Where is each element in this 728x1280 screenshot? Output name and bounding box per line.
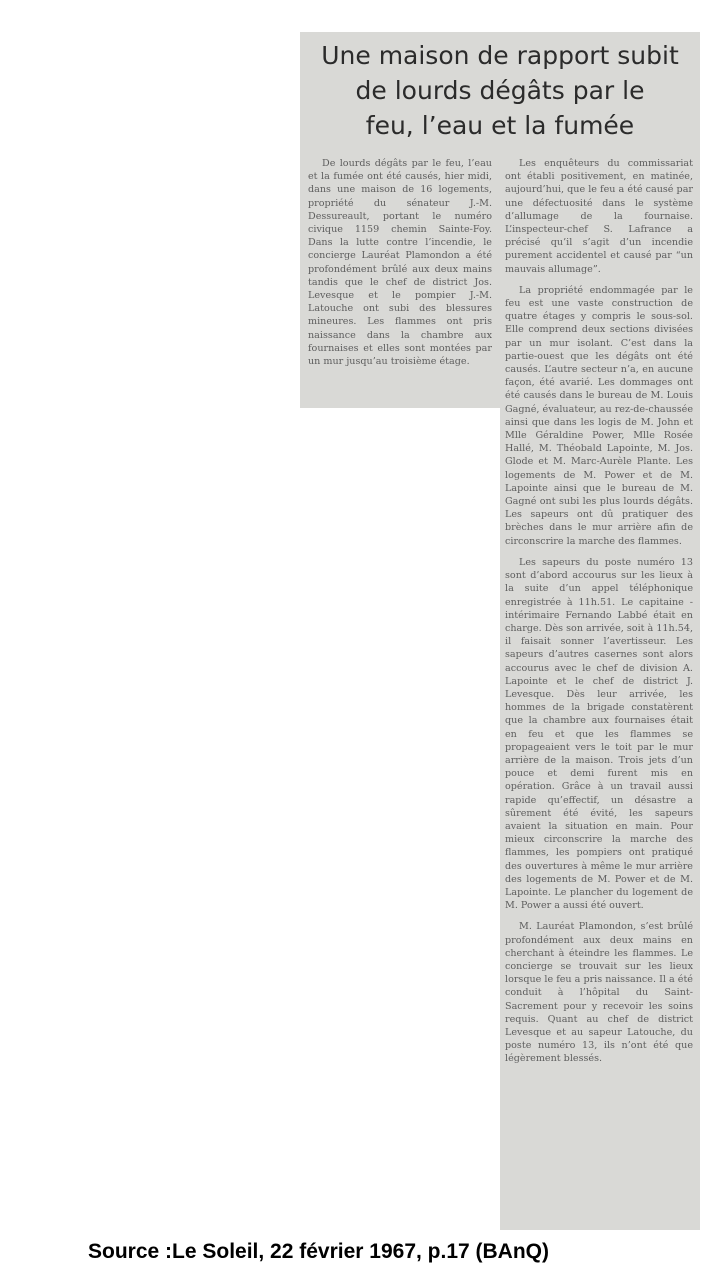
headline-line: feu, l’eau et la fumée: [365, 111, 635, 140]
article-column-1: [308, 157, 492, 368]
article-paragraph: Les enquêteurs du commissariat ont établi positivement, en matinée, aujourd’hui, que le feu a été causé par une défectuosité dans le système d’allumage de la fournaise. L’inspecteur-chef S. Lafrance a précisé qu’il s’agit d’un incendie purement accidentel et causé par “un mauvais allumage”.: [505, 158, 693, 275]
article-column-2: [505, 157, 693, 1066]
headline-line: Une maison de rapport subit: [321, 41, 679, 70]
headline-line: de lourds dégâts par le: [355, 76, 645, 105]
article-paragraph: La propriété endommagée par le feu est une vaste construction de quatre étages y compris le sous-sol. Elle comprend deux sections divisées par un mur isolant. C’est dans la partie-ouest que les dégâts ont été causés. L’autre secteur n’a, en aucune façon, été avarié. Les dommages ont été causés dans le bureau de M. Louis Gagné, évaluateur, au rez-de-chaussée ainsi que dans les logis de M. John et Mlle Géraldine Power, Mlle Rosée Hallé, M. Théobald Lapointe, M. Jos. Glode et M. Marc-Aurèle Plante. Les logements de M. Power et de M. Lapointe ainsi que le bureau de M. Gagné ont subi les plus lourds dégâts. Les sapeurs ont dû pratiquer des brèches dans le mur arrière afin de circonscrire la marche des flammes.: [505, 284, 693, 547]
article-paragraph: Les sapeurs du poste numéro 13 sont d’abord accourus sur les lieux à la suite d’un appel téléphonique enregistrée à 11h.51. Le capitaine - intérimaire Fernando Labbé était en charge. Dès son arrivée, soit à 11h.54, il faisait sonner l’avertisseur. Les sapeurs d’autres casernes sont alors accourus avec le chef de division A. Lapointe et le chef de district J. Levesque. Dès leur arrivée, les hommes de la brigade constatèrent que la chambre aux fournaises était en feu et que les flammes se propageaient vers le toit par le mur arrière de la maison. Trois jets d’un pouce et demi furent mis en opération. Grâce à un travail aussi rapide qu’effectif, un désastre a sûrement été évité, les sapeurs avaient la situation en main. Pour mieux circonscrire la marche des flammes, les pompiers ont pratiqué des ouvertures à même le mur arrière des logements de M. Power et de M. Lapointe. Le plancher du logement de M. Power a aussi été ouvert.: [505, 556, 694, 912]
article-paragraph: M. Lauréat Plamondon, s’est brûlé profondément aux deux mains en cherchant à éteindre les flammes. Le concierge se trouvait sur les lieux lorsque le feu a pris naissance. Il a été conduit à l’hôpital du Saint-Sacrement pour y recevoir les soins requis. Quant au chef de district Levesque et au sapeur Latouche, du poste numéro 13, ils n’ont été que légèrement blessés.: [505, 921, 693, 1065]
article-headline: [300, 38, 700, 143]
article-paragraph: De lourds dégâts par le feu, l’eau et la fumée ont été causés, hier midi, dans une maison de 16 logements, propriété du sénateur J.-M. Dessureault, portant le numéro civique 1159 chemin Sainte-Foy. Dans la lutte contre l’incendie, le concierge Lauréat Plamondon a été profondément brûlé aux deux mains tandis que le chef de district Jos. Levesque et le pompier J.-M. Latouche ont subi des blessures mineures. Les flammes ont pris naissance dans la chambre aux fournaises et elles sont montées par un mur jusqu’au troisième étage.: [308, 158, 492, 368]
source-caption: Source :Le Soleil, 22 février 1967, p.17 (BAnQ): [88, 1240, 550, 1263]
